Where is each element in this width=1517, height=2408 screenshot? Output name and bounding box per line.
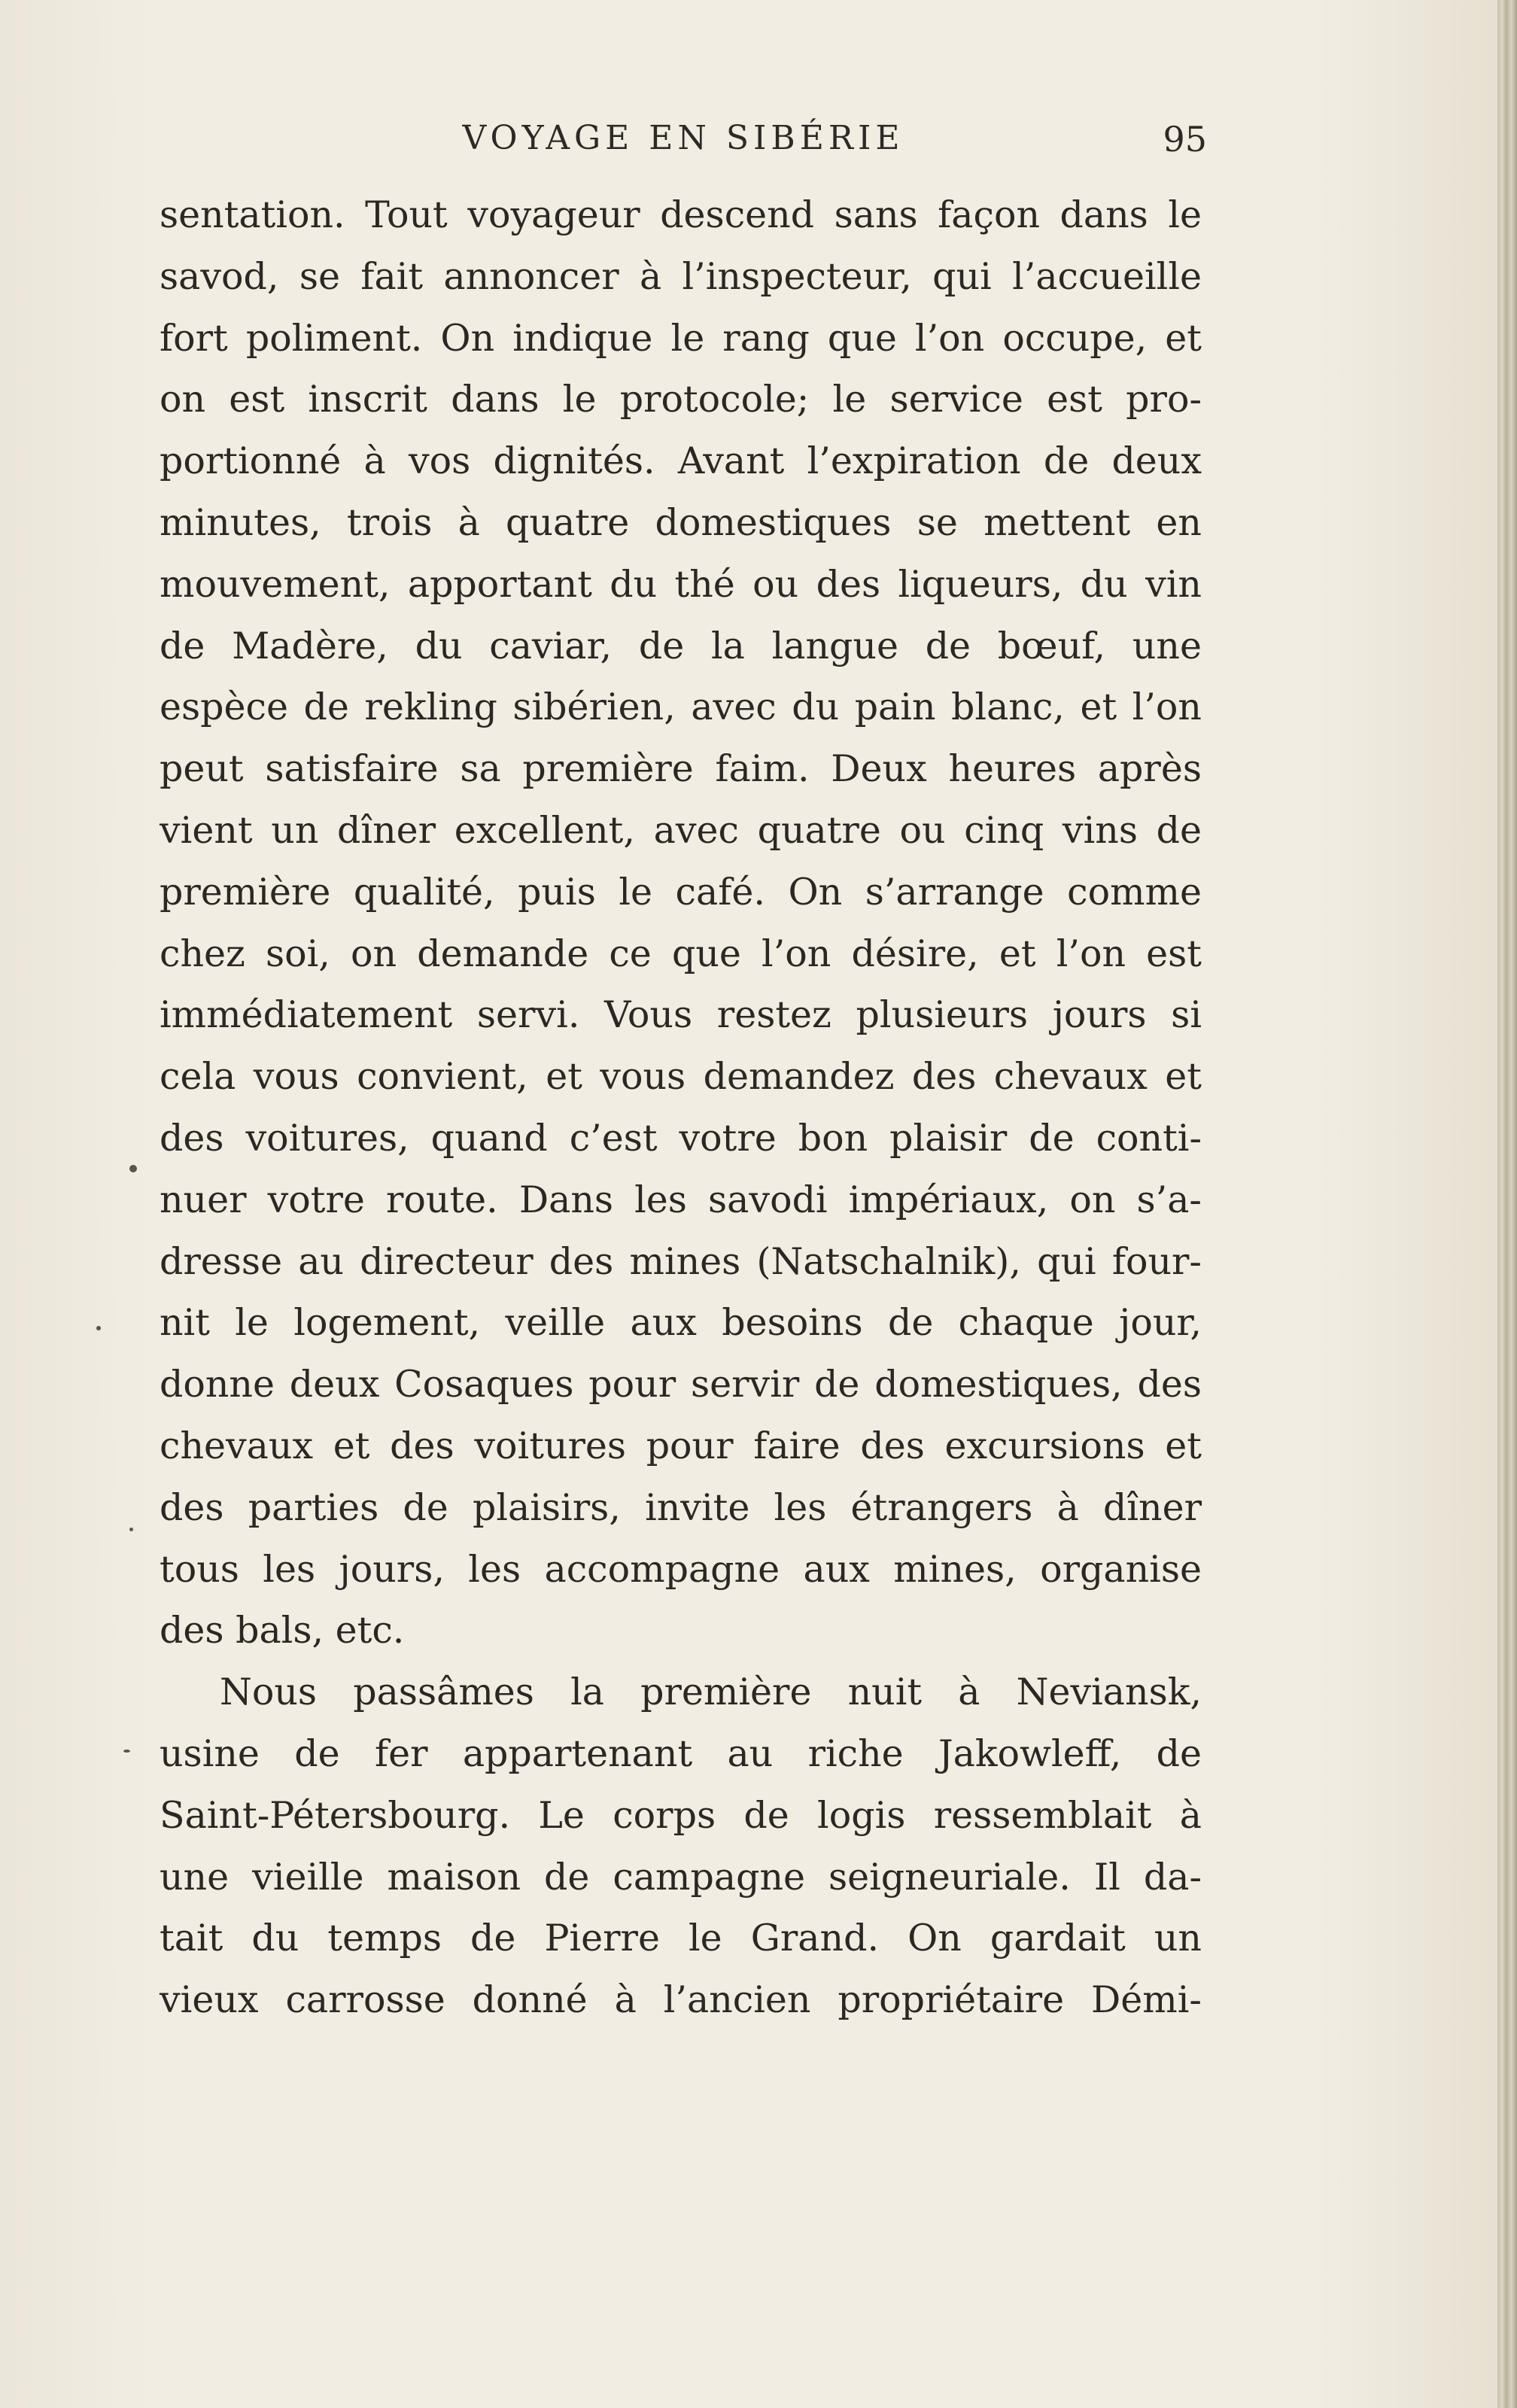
page-number: 95 — [1163, 119, 1207, 160]
text-line: des bals, etc. — [160, 1609, 405, 1652]
text-line: tait du temps de Pierre le Grand. On gardait un — [160, 1917, 1202, 1960]
text-line: tous les jours, les accompagne aux mines, organise — [160, 1547, 1202, 1591]
text-line: on est inscrit dans le protocole; le service est pro- — [160, 378, 1202, 421]
text-line: sentation. Tout voyageur descend sans façon dans le — [160, 193, 1202, 236]
text-line: dresse au directeur des mines (Natschalnik), qui four- — [160, 1239, 1202, 1283]
page-header — [160, 119, 1207, 164]
text-line: chez soi, on demande ce que l’on désire, et l’on est — [160, 932, 1202, 975]
text-line: des voitures, quand c’est votre bon plaisir de conti- — [160, 1116, 1202, 1160]
text-line: fort poliment. On indique le rang que l’on occupe, et — [160, 316, 1202, 360]
text-line: espèce de rekling sibérien, avec du pain blanc, et l’on — [160, 686, 1202, 729]
text-line: de Madère, du caviar, de la langue de bœuf, une — [160, 624, 1202, 667]
page-edge — [1497, 0, 1517, 2408]
paper-speck — [129, 1528, 133, 1531]
text-line: donne deux Cosaques pour servir de domestiques, des — [160, 1363, 1202, 1406]
text-line: nuer votre route. Dans les savodi impériaux, on s’a- — [160, 1178, 1202, 1221]
body-text — [160, 184, 1202, 2031]
text-line: minutes, trois à quatre domestiques se mettent en — [160, 500, 1202, 544]
text-line: savod, se fait annoncer à l’inspecteur, qui l’accueille — [160, 254, 1202, 298]
paper-speck — [123, 1750, 130, 1753]
paper-speck — [96, 1326, 101, 1330]
text-line: cela vous convient, et vous demandez des chevaux et — [160, 1055, 1202, 1099]
text-line: des parties de plaisirs, invite les étrangers à dîner — [160, 1485, 1202, 1529]
text-line: vieux carrosse donné à l’ancien propriétaire Démi- — [160, 1978, 1202, 2022]
text-line: une vieille maison de campagne seigneuriale. Il da- — [160, 1855, 1202, 1899]
text-line: Nous passâmes la première nuit à Neviansk, — [220, 1671, 1202, 1714]
text-line: usine de fer appartenant au riche Jakowleff, de — [160, 1732, 1202, 1775]
text-line: peut satisfaire sa première faim. Deux heures après — [160, 747, 1202, 791]
paper-speck — [129, 1165, 137, 1172]
text-line: nit le logement, veille aux besoins de chaque jour, — [160, 1301, 1202, 1345]
text-line: immédiatement servi. Vous restez plusieurs jours si — [160, 993, 1202, 1037]
text-line: portionné à vos dignités. Avant l’expiration de deux — [160, 439, 1202, 483]
text-line: mouvement, apportant du thé ou des liqueurs, du vin — [160, 562, 1202, 606]
text-line: Saint-Pétersbourg. Le corps de logis ressemblait à — [160, 1793, 1202, 1837]
text-line: vient un dîner excellent, avec quatre ou cinq vins de — [160, 808, 1202, 852]
running-title: VOYAGE EN SIBÉRIE — [462, 119, 904, 157]
text-line: chevaux et des voitures pour faire des excursions et — [160, 1424, 1202, 1467]
text-line: première qualité, puis le café. On s’arrange comme — [160, 870, 1202, 914]
